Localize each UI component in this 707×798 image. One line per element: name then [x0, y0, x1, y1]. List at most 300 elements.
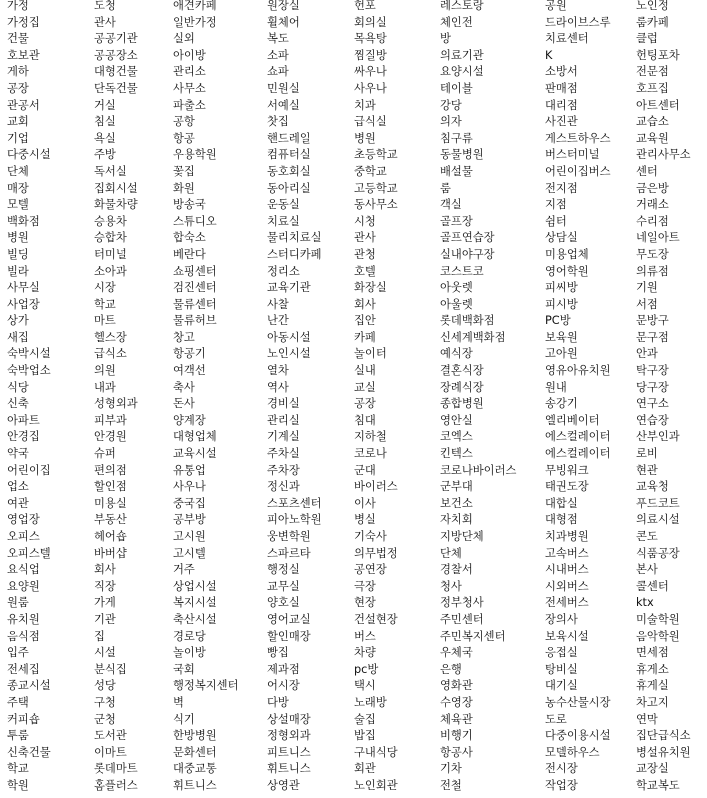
word-cell: 교장실 [636, 762, 669, 776]
word-cell: 구내식당 [354, 745, 398, 759]
word-cell: 에스컬레이터 [545, 447, 611, 461]
word-cell: 원룸 [7, 596, 29, 610]
word-cell: 병설유치원 [636, 745, 691, 759]
word-cell: 분식집 [94, 662, 127, 676]
word-cell: 사진관 [545, 115, 578, 129]
word-cell: 현장 [354, 596, 376, 610]
word-cell: 극장 [354, 579, 376, 593]
word-cell: 음식점 [7, 629, 40, 643]
word-cell: 급식소 [94, 347, 127, 361]
word-cell: 식품공장 [636, 546, 680, 560]
word-cell: 공항 [173, 115, 195, 129]
word-cell: 음악학원 [636, 629, 680, 643]
word-cell: 웅변학원 [267, 530, 311, 543]
word-cell: 휘트니스 [267, 762, 311, 776]
word-cell: 홈플러스 [94, 778, 138, 792]
word-cell: 신축건물 [7, 745, 51, 759]
word-cell: 지점 [545, 198, 567, 212]
word-cell: 비행기 [440, 729, 473, 743]
word-cell: 할인매장 [267, 629, 311, 643]
word-cell: 고아원 [545, 347, 578, 361]
word-cell: 영화관 [440, 679, 473, 693]
word-cell: 헌팅포차 [636, 48, 680, 62]
word-cell: 교육시설 [173, 447, 217, 461]
word-cell: 헬스장 [94, 330, 127, 344]
word-cell: 기관 [94, 612, 116, 626]
word-cell: 투룸 [7, 729, 29, 743]
word-cell: 예식장 [440, 347, 473, 361]
word-cell: 단체 [440, 546, 462, 560]
word-cell: 아웃렛 [440, 281, 473, 295]
word-cell: 문화센터 [173, 745, 217, 759]
word-cell: 군청 [94, 712, 116, 726]
word-cell: 교실 [354, 380, 376, 394]
word-cell: 결혼식장 [440, 364, 484, 378]
word-cell: 치료센터 [545, 32, 589, 46]
word-cell: 방송국 [173, 198, 206, 212]
word-cell: 주민복지센터 [440, 629, 506, 643]
word-cell: 어린이집버스 [545, 164, 611, 178]
word-cell: 영안실 [440, 413, 473, 427]
word-cell: 호텔 [354, 264, 376, 278]
word-cell: 사업장 [7, 297, 40, 311]
word-cell: PC방 [545, 314, 571, 328]
word-cell: pc방 [354, 662, 379, 676]
word-cell: 검진센터 [173, 281, 217, 295]
word-cell: 아동시설 [267, 330, 311, 344]
word-cell: 요양원 [7, 579, 40, 593]
word-cell: 버스터미널 [545, 148, 600, 162]
word-cell: 식당 [7, 380, 29, 394]
word-cell: 차고지 [636, 695, 669, 709]
word-cell: 승용차 [94, 214, 127, 228]
word-cell: 노래방 [354, 695, 387, 709]
word-cell: 복지시설 [173, 596, 217, 610]
word-cell: 기숙사 [354, 530, 387, 543]
word-cell: 실내 [354, 364, 376, 378]
word-cell: 여관 [7, 496, 29, 510]
word-cell: ktx [636, 596, 654, 610]
word-cell: 건물 [7, 32, 29, 46]
word-cell: 게스트하우스 [545, 131, 611, 145]
word-cell: 복도 [267, 32, 289, 46]
word-cell: 시외버스 [545, 579, 589, 593]
word-cell: 어린이집 [7, 463, 51, 477]
word-cell: 어시장 [267, 679, 300, 693]
word-cell: 관리소 [173, 65, 206, 79]
word-cell: 이마트 [94, 745, 127, 759]
word-cell: 바버샵 [94, 546, 127, 560]
word-cell: 민원실 [267, 81, 300, 95]
word-cell: 단독건물 [94, 81, 138, 95]
word-cell: 아파트 [7, 413, 40, 427]
word-cell: 물류센터 [173, 297, 217, 311]
word-cell: 탁구장 [636, 364, 669, 378]
word-cell: 정신과 [267, 480, 300, 494]
word-cell: 가정 [7, 0, 29, 12]
word-cell: 전철 [440, 778, 462, 792]
word-cell: 상영관 [267, 778, 300, 792]
word-cell: 청사 [440, 579, 462, 593]
word-cell: 보육원 [545, 330, 578, 344]
word-cell: 의원 [94, 364, 116, 378]
word-cell: 슈퍼 [94, 447, 116, 461]
word-cell: 교육청 [636, 480, 669, 494]
word-cell: 종교시설 [7, 679, 51, 693]
word-cell: 새집 [7, 330, 29, 344]
word-cell: 정리소 [267, 264, 300, 278]
word-cell: 치료실 [267, 214, 300, 228]
word-cell: 연막 [636, 712, 658, 726]
word-cell: 목욕탕 [354, 32, 387, 46]
word-cell: 객실 [440, 198, 462, 212]
word-cell: 백화점 [7, 214, 40, 228]
word-cell: 열차 [267, 364, 289, 378]
word-cell: 헌포 [354, 0, 376, 12]
word-cell: 모델하우스 [545, 745, 600, 759]
word-cell: 관청 [354, 247, 376, 261]
word-cell: 코로나바이러스 [440, 463, 517, 477]
word-cell: 화장실 [354, 281, 387, 295]
word-cell: 엘리베이터 [545, 413, 600, 427]
word-cell: 식기 [173, 712, 195, 726]
word-cell: 역사 [267, 380, 289, 394]
word-cell: 에스컬레이터 [545, 430, 611, 444]
word-column-6 [440, 0, 546, 795]
word-cell: 기차 [440, 762, 462, 776]
word-cell: 병실 [354, 513, 376, 527]
word-cell: 푸드코트 [636, 496, 680, 510]
word-cell: 축산시설 [173, 612, 217, 626]
word-cell: 안경집 [7, 430, 40, 444]
word-cell: 교육원 [636, 131, 669, 145]
word-cell: 도로 [545, 712, 567, 726]
word-cell: 관사 [354, 231, 376, 245]
word-cell: 장의사 [545, 612, 578, 626]
word-cell: 교육기관 [267, 281, 311, 295]
word-cell: 고등학교 [354, 181, 398, 195]
word-cell: 병원 [354, 131, 376, 145]
word-cell: 호보관 [7, 48, 40, 62]
word-cell: 정형외과 [267, 729, 311, 743]
word-cell: 빵집 [267, 646, 289, 660]
word-cell: 화물차량 [94, 198, 138, 212]
word-cell: 놀이터 [354, 347, 387, 361]
word-cell: 연습장 [636, 413, 669, 427]
word-cell: 항공사 [440, 745, 473, 759]
word-cell: 가정집 [7, 15, 40, 29]
word-cell: 상업시설 [173, 579, 217, 593]
word-cell: 금은방 [636, 181, 669, 195]
word-cell: 시내버스 [545, 563, 589, 577]
word-cell: 기업 [7, 131, 29, 145]
word-cell: 교습소 [636, 115, 669, 129]
word-cell: 관사 [94, 15, 116, 29]
word-cell: 다중시설 [7, 148, 51, 162]
word-cell: 고시원 [173, 530, 206, 543]
word-cell: 사무소 [173, 81, 206, 95]
word-cell: 회의실 [354, 15, 387, 29]
word-cell: 약국 [7, 447, 29, 461]
word-cell: 업소 [7, 480, 29, 494]
word-cell: 차량 [354, 646, 376, 660]
word-cell: 경로당 [173, 629, 206, 643]
word-cell: 스포츠센터 [267, 496, 322, 510]
word-cell: 구청 [94, 695, 116, 709]
word-cell: 관리실 [267, 413, 300, 427]
word-cell: 드라이브스루 [545, 15, 611, 29]
word-cell: 룸카페 [636, 15, 669, 29]
word-cell: 클럽 [636, 32, 658, 46]
word-cell: 신세계백화점 [440, 330, 506, 344]
word-cell: 공장 [7, 81, 29, 95]
word-cell: 카페 [354, 330, 376, 344]
word-cell: 룸 [440, 181, 451, 195]
word-cell: 동물병원 [440, 148, 484, 162]
word-cell: 집안 [354, 314, 376, 328]
word-cell: 행정실 [267, 563, 300, 577]
word-cell: 은행 [440, 662, 462, 676]
word-cell: 집회시설 [94, 181, 138, 195]
word-cell: 대리점 [545, 98, 578, 112]
word-cell: 가게 [94, 596, 116, 610]
word-cell: 회사 [94, 563, 116, 577]
word-cell: 호프집 [636, 81, 669, 95]
word-cell: 치과병원 [545, 530, 589, 543]
word-cell: 소방서 [545, 65, 578, 79]
word-cell: 노인정 [636, 0, 669, 12]
word-cell: 안경원 [94, 430, 127, 444]
word-cell: 당구장 [636, 380, 669, 394]
word-cell: 노인회관 [354, 778, 398, 792]
word-cell: 아트센터 [636, 98, 680, 112]
word-cell: 쇼파 [267, 65, 289, 79]
word-cell: 편의점 [94, 463, 127, 477]
word-cell: 관공서 [7, 98, 40, 112]
word-cell: 공공장소 [94, 48, 138, 62]
word-cell: 자치회 [440, 513, 473, 527]
word-cell: 휴게소 [636, 662, 669, 676]
word-cell: 피씨방 [545, 281, 578, 295]
word-cell: 체인전 [440, 15, 473, 29]
word-cell: 안과 [636, 347, 658, 361]
word-cell: 판매점 [545, 81, 578, 95]
word-cell: 핸드레일 [267, 131, 311, 145]
word-cell: 침대 [354, 413, 376, 427]
word-cell: 스튜디오 [173, 214, 217, 228]
word-cell: 다방 [267, 695, 289, 709]
word-cell: 대형업체 [173, 430, 217, 444]
word-cell: 고시텔 [173, 546, 206, 560]
word-cell: 버스 [354, 629, 376, 643]
word-cell: 코로나 [354, 447, 387, 461]
word-cell: 실외 [173, 32, 195, 46]
word-cell: 아울렛 [440, 297, 473, 311]
word-cell: 군부대 [440, 480, 473, 494]
word-cell: 중학교 [354, 164, 387, 178]
word-cell: 도청 [94, 0, 116, 12]
word-cell: 의료기관 [440, 48, 484, 62]
word-cell: 항공기 [173, 347, 206, 361]
word-cell: 노인시설 [267, 347, 311, 361]
word-cell: 행정복지센터 [173, 679, 239, 693]
word-cell: 시장 [94, 281, 116, 295]
word-cell: 택시 [354, 679, 376, 693]
word-cell: 공공기관 [94, 32, 138, 46]
word-cell: 대형점 [545, 513, 578, 527]
word-cell: 창고 [173, 330, 195, 344]
word-cell: 의료시설 [636, 513, 680, 527]
word-cell: 사우나 [354, 81, 387, 95]
word-cell: 합숙소 [173, 231, 206, 245]
word-cell: 학교복도 [636, 778, 680, 792]
word-cell: 현관 [636, 463, 658, 477]
word-cell: 주방 [94, 148, 116, 162]
word-cell: 네일아트 [636, 231, 680, 245]
word-cell: 내과 [94, 380, 116, 394]
word-cell: 미용업체 [545, 247, 589, 261]
word-cell: 롯데마트 [94, 762, 138, 776]
word-cell: 싸우나 [354, 65, 387, 79]
word-cell: 원장실 [267, 0, 300, 12]
word-cell: 콘도 [636, 530, 658, 543]
word-cell: 주차장 [267, 463, 300, 477]
word-cell: 시청 [354, 214, 376, 228]
word-cell: 제과점 [267, 662, 300, 676]
word-cell: 전세버스 [545, 596, 589, 610]
word-cell: 학교 [94, 297, 116, 311]
word-cell: 터미널 [94, 247, 127, 261]
word-cell: 교회 [7, 115, 29, 129]
word-cell: 사찰 [267, 297, 289, 311]
word-cell: 신축 [7, 397, 29, 411]
word-cell: 찜질방 [354, 48, 387, 62]
word-cell: 탕비실 [545, 662, 578, 676]
word-cell: 수리점 [636, 214, 669, 228]
word-cell: 서점 [636, 297, 658, 311]
word-cell: 거주 [173, 563, 195, 577]
word-cell: 경비실 [267, 397, 300, 411]
word-cell: 빌라 [7, 264, 29, 278]
word-cell: 매장 [7, 181, 29, 195]
word-cell: 상가 [7, 314, 29, 328]
word-cell: 피트니스 [267, 745, 311, 759]
word-cell: 체육관 [440, 712, 473, 726]
word-cell: 대형건물 [94, 65, 138, 79]
word-cell: 기계실 [267, 430, 300, 444]
word-cell: 시설 [94, 646, 116, 660]
word-cell: 침구류 [440, 131, 473, 145]
word-cell: 휠체어 [267, 15, 300, 29]
word-cell: 보육시설 [545, 629, 589, 643]
word-cell: 문방구 [636, 314, 669, 328]
word-cell: 성당 [94, 679, 116, 693]
word-cell: 성형외과 [94, 397, 138, 411]
word-cell: 영업장 [7, 513, 40, 527]
word-cell: 보건소 [440, 496, 473, 510]
word-cell: 건설현장 [354, 612, 398, 626]
word-cell: 대합실 [545, 496, 578, 510]
word-cell: 파출소 [173, 98, 206, 112]
word-cell: 중국집 [173, 496, 206, 510]
word-cell: 영어교실 [267, 612, 311, 626]
word-cell: 주택 [7, 695, 29, 709]
word-cell: 배설물 [440, 164, 473, 178]
word-cell: 사우나 [173, 480, 206, 494]
word-cell: 스파르타 [267, 546, 311, 560]
word-cell: 한방병원 [173, 729, 217, 743]
word-cell: 유치원 [7, 612, 40, 626]
word-cell: 스터디카페 [267, 247, 322, 261]
word-cell: K [545, 48, 553, 62]
word-cell: 동호회실 [267, 164, 311, 178]
word-cell: 의자 [440, 115, 462, 129]
word-cell: 방 [440, 32, 451, 46]
word-cell: 의류점 [636, 264, 669, 278]
word-cell: 운동실 [267, 198, 300, 212]
word-cell: 숙박시설 [7, 347, 51, 361]
word-cell: 고속버스 [545, 546, 589, 560]
word-cell: 축사 [173, 380, 195, 394]
word-cell: 테이블 [440, 81, 473, 95]
word-cell: 학교 [7, 762, 29, 776]
word-cell: 전문점 [636, 65, 669, 79]
word-cell: 밥집 [354, 729, 376, 743]
word-cell: 욕실 [94, 131, 116, 145]
word-cell: 동아리실 [267, 181, 311, 195]
word-cell: 기원 [636, 281, 658, 295]
word-cell: 물류허브 [173, 314, 217, 328]
word-cell: 공원 [545, 0, 567, 12]
word-cell: 집 [94, 629, 105, 643]
word-cell: 미술학원 [636, 612, 680, 626]
word-cell: 코스트코 [440, 264, 484, 278]
word-cell: 도서관 [94, 729, 127, 743]
word-cell: 할인점 [94, 480, 127, 494]
word-cell: 거래소 [636, 198, 669, 212]
word-cell: 전시장 [545, 762, 578, 776]
word-cell: 문구점 [636, 330, 669, 344]
word-cell: 요식업 [7, 563, 40, 577]
word-cell: 소아과 [94, 264, 127, 278]
word-cell: 커피숍 [7, 712, 40, 726]
word-cell: 장례식장 [440, 380, 484, 394]
word-cell: 오피스 [7, 530, 40, 543]
word-cell: 서예실 [267, 98, 300, 112]
word-cell: 베란다 [173, 247, 206, 261]
word-cell: 승합차 [94, 231, 127, 245]
word-cell: 소파 [267, 48, 289, 62]
word-cell: 헤어숍 [94, 530, 127, 543]
word-cell: 군대 [354, 463, 376, 477]
word-cell: 집단급식소 [636, 729, 691, 743]
word-cell: 전지점 [545, 181, 578, 195]
word-cell: 휴게실 [636, 679, 669, 693]
word-cell: 골프장 [440, 214, 473, 228]
word-cell: 콜센터 [636, 579, 669, 593]
word-cell: 요양시설 [440, 65, 484, 79]
word-cell: 술집 [354, 712, 376, 726]
word-cell: 관리사무소 [636, 148, 691, 162]
word-cell: 상설매장 [267, 712, 311, 726]
word-cell: 일반가정 [173, 15, 217, 29]
word-cell: 상담실 [545, 231, 578, 245]
word-cell: 태권도장 [545, 480, 589, 494]
word-cell: 유통업 [173, 463, 206, 477]
word-cell: 공장 [354, 397, 376, 411]
word-cell: 의무법정 [354, 546, 398, 560]
word-cell: 영어학원 [545, 264, 589, 278]
